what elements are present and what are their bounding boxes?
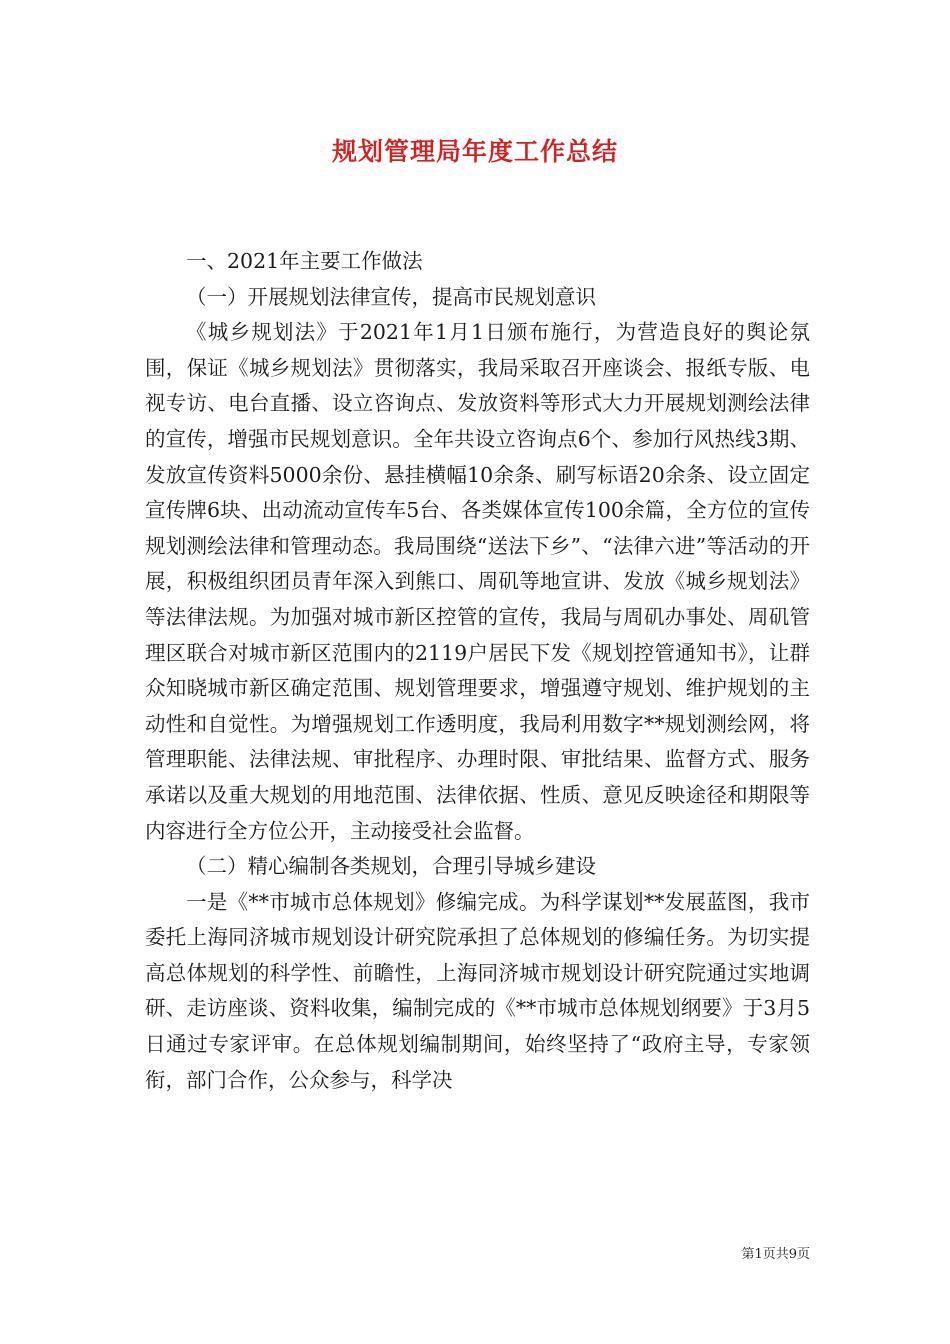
body-paragraph-1: 《城乡规划法》于2021年1月1日颁布施行，为营造良好的舆论氛围，保证《城乡规划法》贯彻落实，我局采取召开座谈会、报纸专版、电视专访、电台直播、设立咨询点、发放资料等形式大力开展规划测绘法律的宣传，增强市民规划意识。全年共设立咨询点6个、参加行风热线3期、发放宣传资料5000余份、悬挂横幅10余条、刷写标语20余条、设立固定宣传牌6块、出动流动宣传车5台、各类媒体宣传100余篇，全方位的宣传规划测绘法律和管理动态。我局围绕“送法下乡”、“法律六进”等活动的开展，积极组织团员青年深入到熊口、周矶等地宣讲、发放《城乡规划法》等法律法规。为加强对城市新区控管的宣传，我局与周矶办事处、周矶管理区联合对城市新区范围内的2119户居民下发《规划控管通知书》，让群众知晓城市新区确定范围、规划管理要求，增强遵守规划、维护规划的主动性和自觉性。为增强规划工作透明度，我局利用数字**规划测绘网，将管理职能、法律法规、审批程序、办理时限、审批结果、监督方式、服务承诺以及重大规划的用地范围、法律依据、性质、意见反映途径和期限等内容进行全方位公开，主动接受社会监督。: [145, 320, 810, 843]
subsection-heading-2: （二）精心编制各类规划，合理引导城乡建设: [186, 854, 596, 879]
body-paragraph-2: 一是《**市城市总体规划》修编完成。为科学谋划**发展蓝图，我市委托上海同济城市规划设计研究院承担了总体规划的修编任务。为切实提高总体规划的科学性、前瞻性，上海同济城市规划设计研究院通过实地调研、走访座谈、资料收集，编制完成的《**市城市总体规划纲要》于3月5日通过专家评审。在总体规划编制期间，始终坚持了“政府主导，专家领衔，部门合作，公众参与，科学决: [145, 889, 810, 1092]
subsection-heading-1: （一）开展规划法律宣传，提高市民规划意识: [186, 284, 596, 309]
document-title: 规划管理局年度工作总结: [331, 137, 618, 166]
section-heading-1: 一、2021年主要工作做法: [186, 249, 423, 273]
page-number: 第1页共9页: [741, 1247, 810, 1262]
document-body: [145, 244, 810, 1098]
